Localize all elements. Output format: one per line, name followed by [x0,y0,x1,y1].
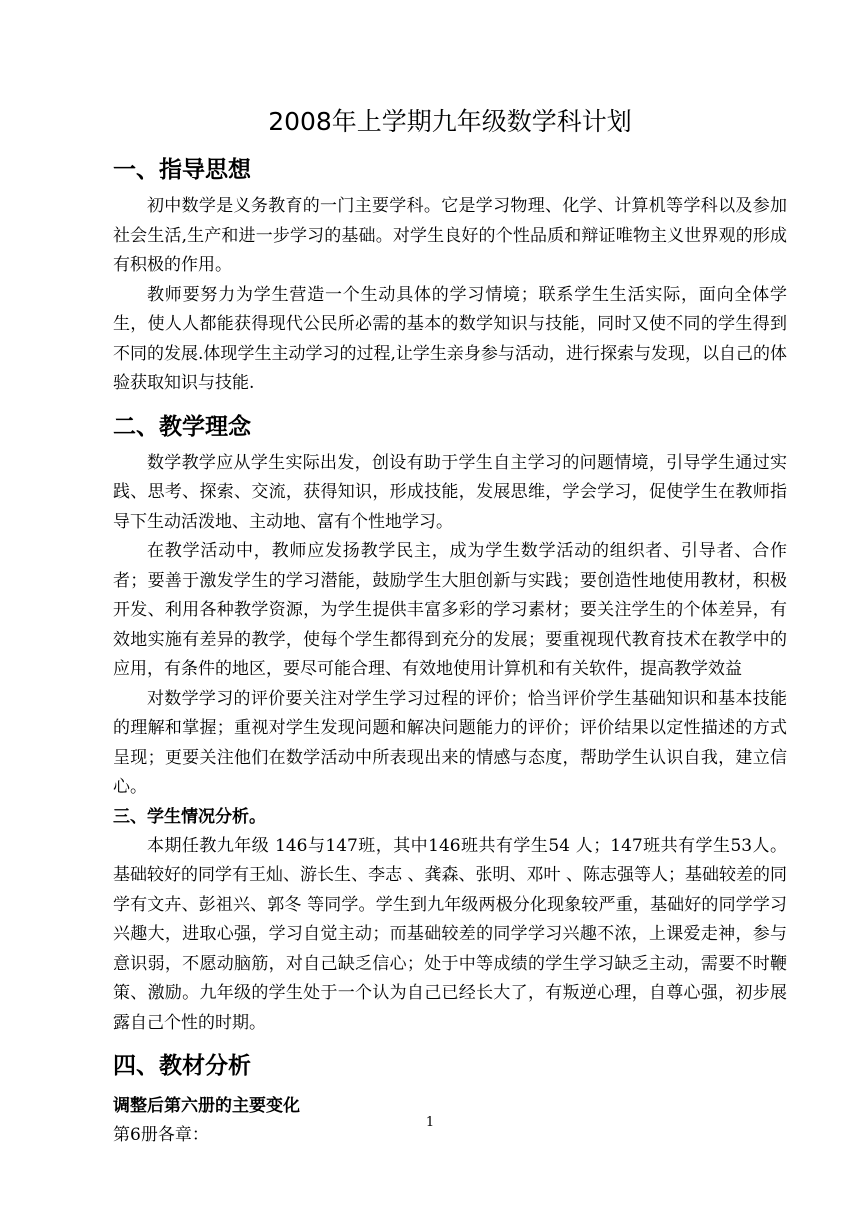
paragraph: 初中数学是义务教育的一门主要学科。它是学习物理、化学、计算机等学科以及参加社会生活,生产和进一步学习的基础。对学生良好的个性品质和辩证唯物主义世界观的形成有积极的作用。 [113,196,787,275]
section-heading-textbook-analysis: 四、教材分析 [113,1053,251,1079]
section-heading-student-analysis: 三、学生情况分析。 [113,806,266,827]
paragraph: 数学教学应从学生实际出发，创设有助于学生自主学习的问题情境，引导学生通过实践、思考、探索、交流，获得知识，形成技能，发展思维，学会学习，促使学生在教师指导下生动活泼地、主动地、富有个性地学习。 [113,452,787,532]
paragraph: 对数学学习的评价要关注对学生学习过程的评价；恰当评价学生基础知识和基本技能的理解和掌握；重视对学生发现问题和解决问题能力的评价；评价结果以定性描述的方式呈现；更要关注他们在数学活动中所表现出来的情感与态度，帮助学生认识自我，建立信心。 [113,688,787,797]
paragraph: 在教学活动中，教师应发扬教学民主，成为学生数学活动的组织者、引导者、合作者；要善于激发学生的学习潜能，鼓励学生大胆创新与实践；要创造性地使用教材，积极开发、利用各种教学资源，为学生提供丰富多彩的学习素材；要关注学生的个体差异，有效地实施有差异的教学，使每个学生都得到充分的发展；要重视现代教育技术在教学中的应用，有条件的地区，要尽可能合理、有效地使用计算机和有关软件，提高教学效益 [113,541,787,679]
paragraph: 第6册各章： [113,1125,209,1145]
section-heading-guiding-ideas: 一、指导思想 [113,157,251,183]
document-body [113,96,787,1151]
paragraph: 本期任教九年级 146与147班，其中146班共有学生54 人；147班共有学生53人。基础较好的同学有王灿、游长生、李志 、龚森、张明、邓叶 、陈志强等人；基础较差的同学有文卉、彭祖兴、郭冬 等同学。学生到九年级两极分化现象较严重，基础好的同学学习兴趣大，进取心强，学习自觉主动；而基础较差的同学学习兴趣不浓，上课爱走神，参与意识弱，不愿动脑筋，对自己缺乏信心；处于中等成绩的学生学习缺乏主动，需要不时鞭策、激励。九年级的学生处于一个认为自己已经长大了，有叛逆心理，自尊心强，初步展露自己个性的时期。 [113,835,787,1033]
subsection-heading: 调整后第六册的主要变化 [113,1096,300,1116]
document-title: 2008年上学期九年级数学科计划 [268,107,632,136]
page-number: 1 [425,1115,435,1130]
paragraph: 教师要努力为学生营造一个生动具体的学习情境；联系学生生活实际，面向全体学生，使人人都能获得现代公民所必需的基本的数学知识与技能，同时又使不同的学生得到不同的发展.体现学生主动学习的过程,让学生亲身参与活动，进行探索与发现，以自己的体验获取知识与技能. [113,284,787,393]
section-heading-teaching-philosophy: 二、教学理念 [113,413,251,440]
